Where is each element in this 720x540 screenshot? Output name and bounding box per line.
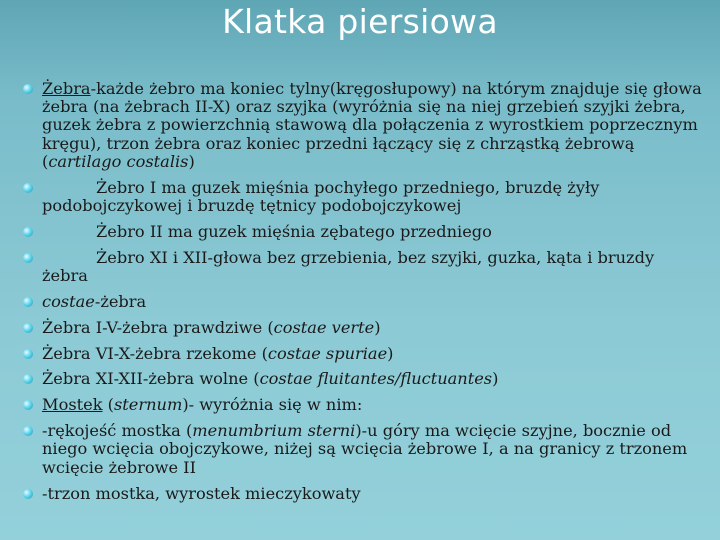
bullet-icon (23, 297, 33, 307)
bullet-icon (23, 489, 33, 499)
slide-title: Klatka piersiowa (222, 2, 498, 41)
list-item: costae-żebra (22, 293, 702, 311)
list-item: -rękojeść mostka (menumbrium sterni)-u góry ma wcięcie szyjne, bocznie od niego wcięcia obojczykowe, niżej są wcięcia żebrowe I, a na granicy z trzonem wcięcie żebrowe II (22, 422, 702, 477)
list-item: Żebro II ma guzek mięśnia zębatego przedniego (22, 223, 702, 241)
bullet-list (22, 80, 702, 510)
bullet-icon (23, 227, 33, 237)
list-item: Żebra-każde żebro ma koniec tylny(kręgosłupowy) na którym znajduje się głowa żebra (na żebrach II-X) oraz szyjka (wyróżnia się na niej grzebień szyjki żebra, guzek żebra z powierzchnią stawową dla połączenia z wyrostkiem poprzecznym kręgu), trzon żebra oraz koniec przedni łączący się z chrząstką żebrową (cartilago costalis) (22, 80, 702, 171)
bullet-icon (23, 84, 33, 94)
term-link[interactable]: Żebra (42, 79, 91, 98)
list-item: Żebro I ma guzek mięśnia pochyłego przedniego, bruzdę żyły podobojczykowej i bruzdę tętnicy podobojczykowej (22, 179, 702, 215)
list-item: -trzon mostka, wyrostek mieczykowaty (22, 485, 702, 503)
list-item: Mostek (sternum)- wyróżnia się w nim: (22, 396, 702, 414)
bullet-icon (23, 253, 33, 263)
bullet-icon (23, 374, 33, 384)
list-item: Żebro XI i XII-głowa bez grzebienia, bez szyjki, guzka, kąta i bruzdy żebra (22, 249, 702, 285)
list-item: Żebra XI-XII-żebra wolne (costae fluitantes/fluctuantes) (22, 370, 702, 388)
term-link[interactable]: Mostek (42, 395, 103, 415)
bullet-icon (23, 183, 33, 193)
list-item: Żebra I-V-żebra prawdziwe (costae verte) (22, 319, 702, 337)
bullet-icon (23, 426, 33, 436)
list-item: Żebra VI-X-żebra rzekome (costae spuriae) (22, 345, 702, 363)
bullet-icon (23, 349, 33, 359)
bullet-icon (23, 323, 33, 333)
bullet-icon (23, 400, 33, 410)
